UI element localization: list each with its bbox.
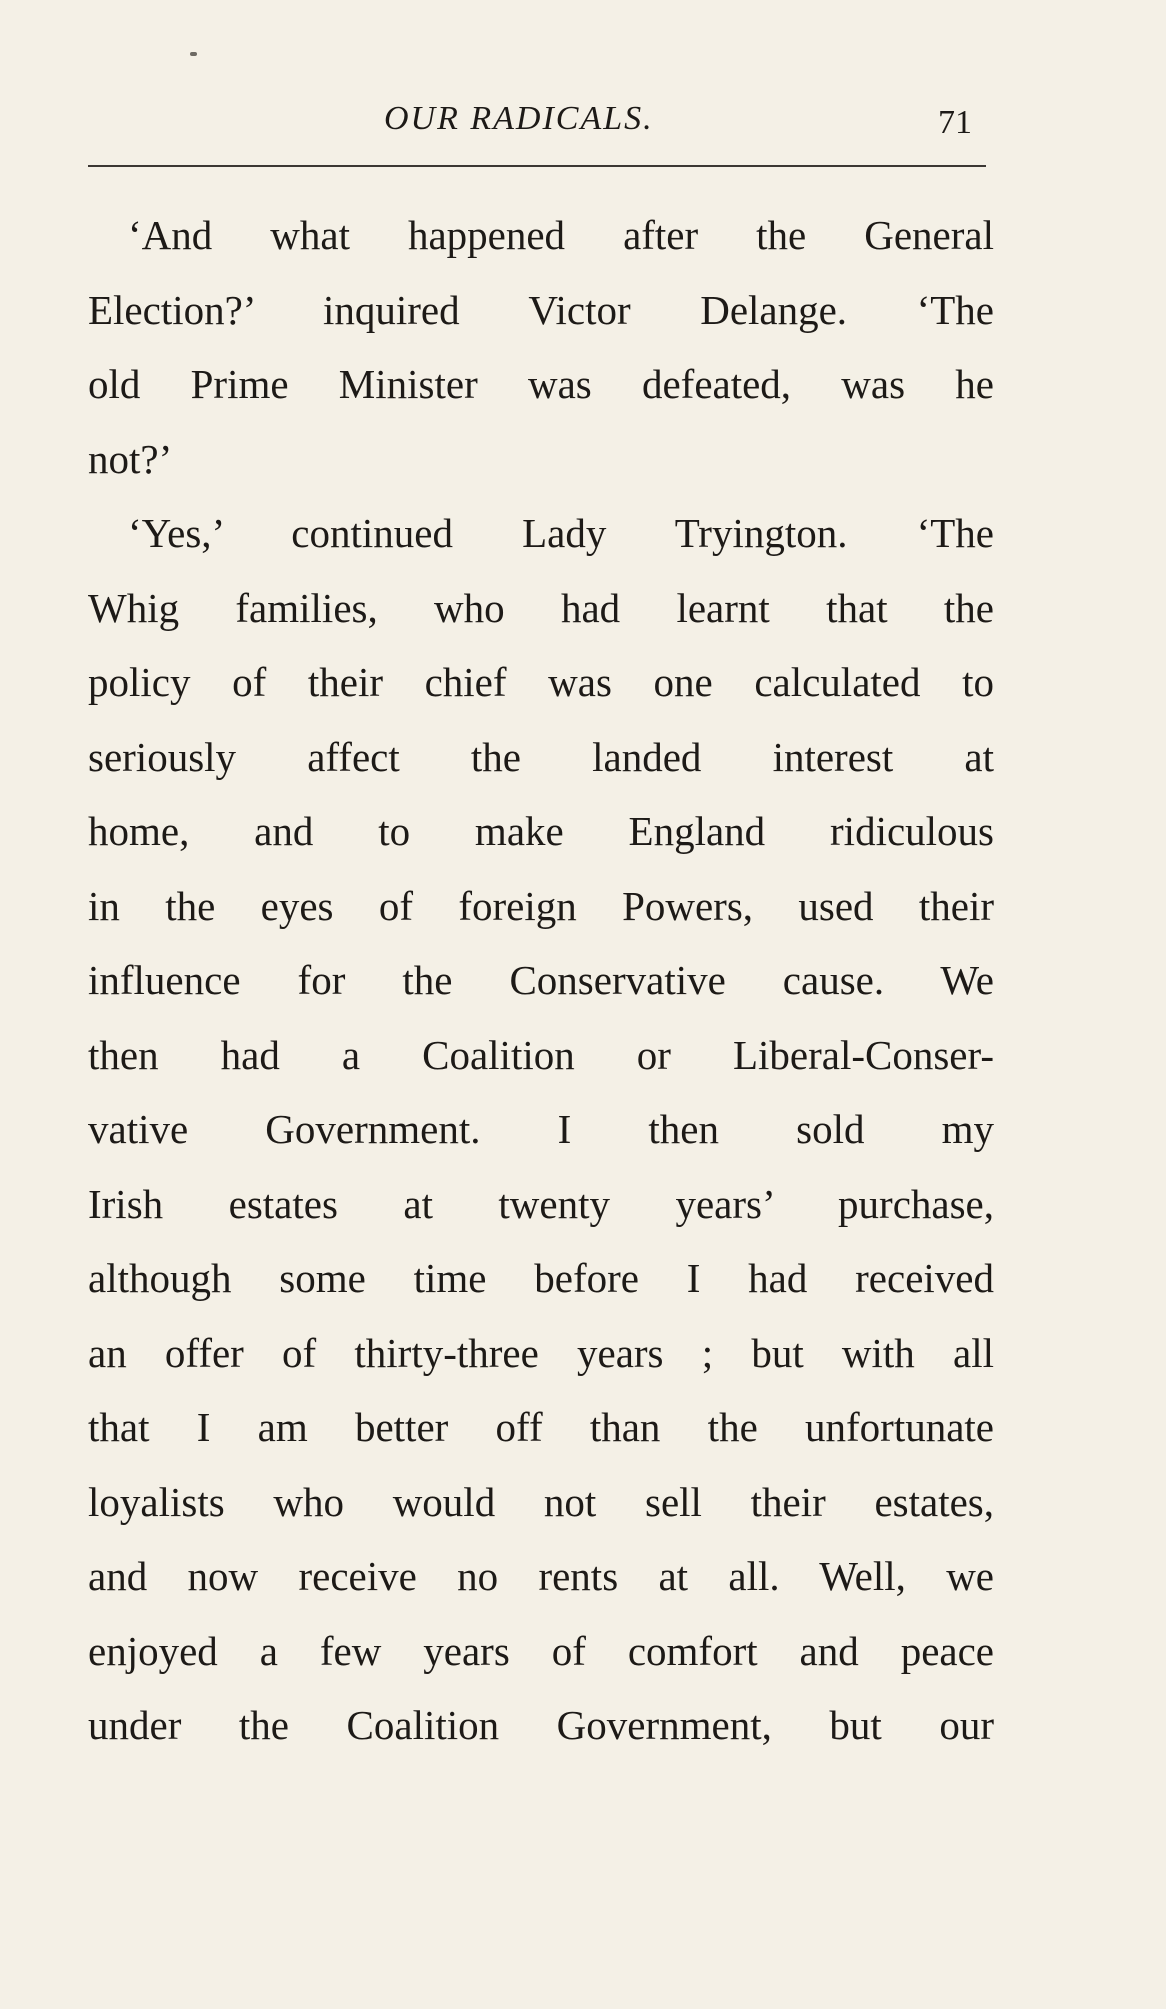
text-line: influence for the Conservative cause. We [88,957,994,1003]
text-line: enjoyed a few years of comfort and peace [88,1627,994,1674]
text-line: ‘Yes,’ continued Lady Tryington. ‘The [128,510,994,556]
text-line: Irish estates at twenty years’ purchase, [88,1180,994,1227]
text-line: seriously affect the landed interest at [88,733,994,780]
text-line: then had a Coalition or Liberal-Conser- [88,1031,994,1078]
text-line: vative Government. I then sold my [88,1106,994,1152]
text-line: not?’ [88,435,173,482]
text-line: old Prime Minister was defeated, was he [88,361,994,407]
text-line: Whig families, who had learnt that the [88,584,994,631]
text-line: that I am better off than the unfortunate [88,1404,994,1450]
ink-speck [190,52,197,56]
text-line: home, and to make England ridiculous [88,808,994,854]
text-line: Election?’ inquired Victor Delange. ‘The [88,286,994,333]
text-line: policy of their chief was one calculated to [88,659,994,705]
page-number: 71 [938,104,972,141]
text-line: and now receive no rents at all. Well, we [88,1553,994,1599]
header-rule [88,165,986,167]
text-line: although some time before I had received [88,1255,994,1301]
text-line: loyalists who would not sell their estates, [88,1478,994,1525]
text-line: under the Coalition Government, but our [88,1702,994,1748]
text-line: ‘And what happened after the General [128,212,994,258]
text-line: an offer of thirty-three years ; but with all [88,1329,994,1376]
running-title: OUR RADICALS. [384,100,654,137]
body-text [88,198,994,1763]
text-line: in the eyes of foreign Powers, used their [88,882,994,929]
